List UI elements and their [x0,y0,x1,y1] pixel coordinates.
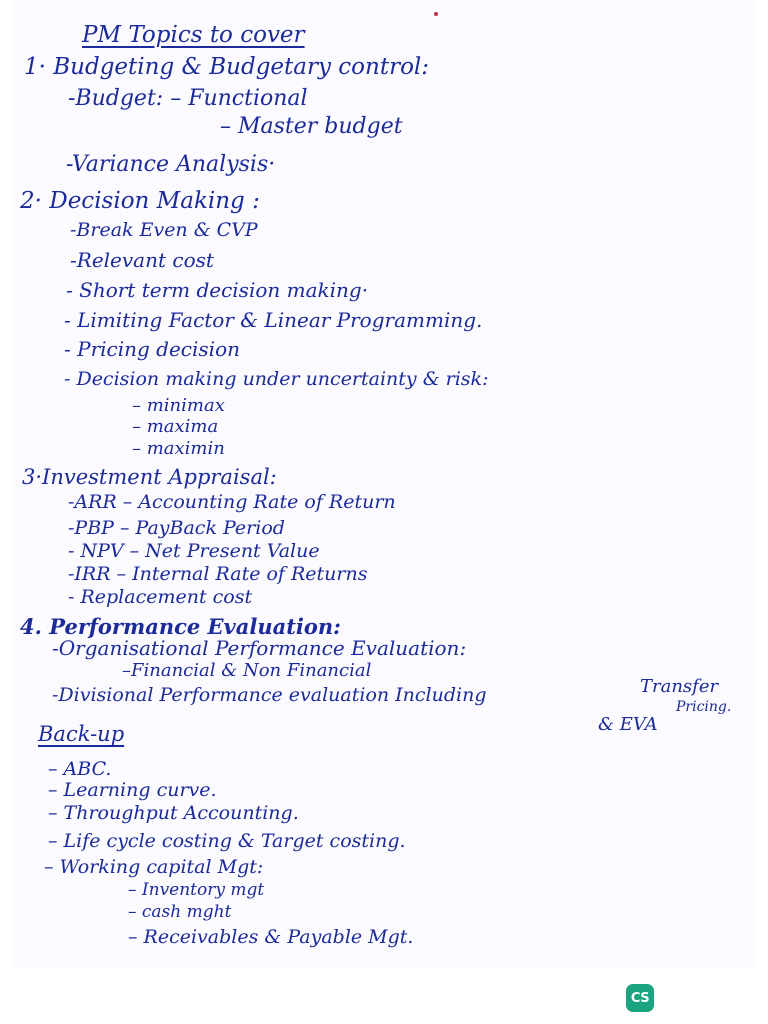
list-item: - Pricing decision [64,337,240,361]
list-item: – Inventory mgt [128,880,265,900]
list-item: – cash mght [128,902,232,922]
backup-heading: Back-up [38,722,125,746]
list-item: – maximin [132,438,225,459]
list-item: - Limiting Factor & Linear Programming. [64,308,483,332]
list-item: & EVA [598,714,658,735]
list-item: – Life cycle costing & Target costing. [48,830,406,852]
list-item: Pricing. [676,699,732,715]
list-item: Transfer [640,676,719,697]
list-item: -Organisational Performance Evaluation: [52,636,467,660]
list-item: – maxima [132,416,219,437]
ink-dot [434,12,438,16]
list-item: -IRR – Internal Rate of Returns [68,563,368,585]
section-2-heading: 2· Decision Making : [20,188,260,214]
list-item: - Short term decision making· [66,278,369,302]
section-3-heading: 3·Investment Appraisal: [22,465,277,489]
variance-analysis: -Variance Analysis· [66,152,276,177]
list-item: –Financial & Non Financial [122,660,372,681]
logo-text: CS [630,990,650,1006]
list-item: – Working capital Mgt: [44,856,264,878]
list-item: – ABC. [48,758,112,780]
page-title: PM Topics to cover [82,22,305,48]
list-item: -Relevant cost [70,248,214,272]
list-item: - NPV – Net Present Value [68,540,320,562]
list-item: - Decision making under uncertainty & risk: [64,368,489,390]
list-item: – Receivables & Payable Mgt. [128,926,414,948]
section-4-heading: 4. Performance Evaluation: [20,614,341,639]
camscanner-logo [626,984,654,1012]
list-item: -ARR – Accounting Rate of Return [68,491,396,513]
list-item: -PBP – PayBack Period [68,517,285,539]
list-item: – Throughput Accounting. [48,802,299,824]
budget-functional: -Budget: – Functional [68,86,308,111]
list-item: – minimax [132,395,225,416]
section-1-heading: 1· Budgeting & Budgetary control: [24,54,430,80]
list-item: – Learning curve. [48,779,217,801]
list-item: - Replacement cost [68,586,253,608]
master-budget: – Master budget [220,114,403,139]
list-item: -Break Even & CVP [70,219,258,241]
list-item: -Divisional Performance evaluation Including [52,684,487,706]
